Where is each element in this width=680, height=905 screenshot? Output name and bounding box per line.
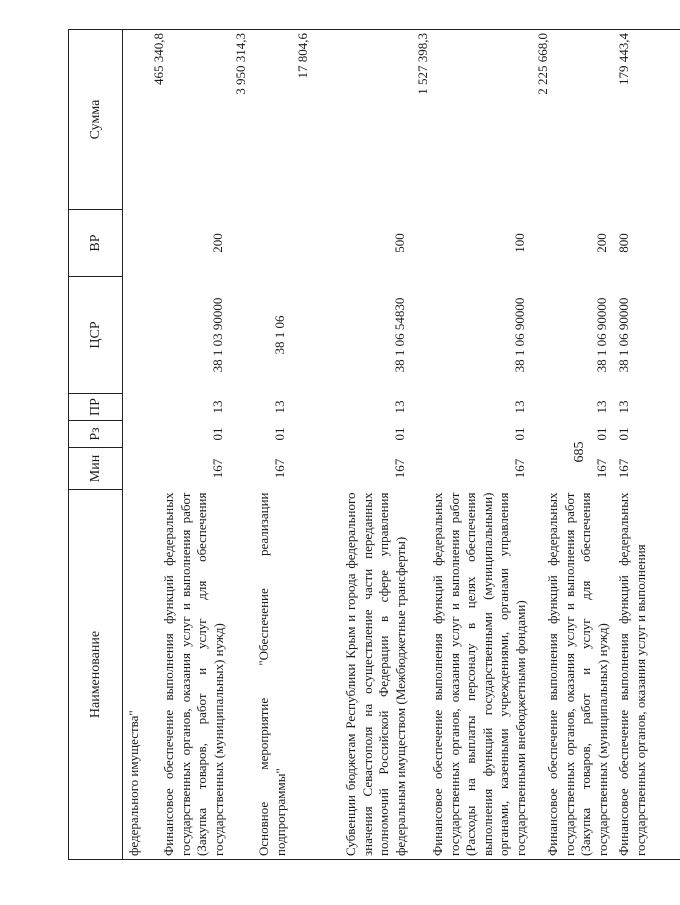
row-name: федерального имущества" (123, 490, 149, 860)
row-sum: 179 443,4 (614, 30, 680, 210)
row-vr (123, 210, 149, 277)
row-min: 167 (616, 458, 631, 479)
row-csr: 38 1 06 90000 (511, 297, 527, 373)
table-row (532, 30, 614, 860)
row-name: Субвенции бюджетам Республики Крым и города федерального значения Севастополя на осуществление части переданных полномочий Российской Федерации в сфере управления федеральным имуществом (Межбюджетные трансферты) (292, 490, 412, 860)
row-pr: 13 (616, 400, 631, 414)
row-name: Финансовое обеспечение выполнения функций федеральных государственных органов, оказания услуг и выполнения работ (Расходы на выплаты персоналу в целях обеспечения выполнения функций государственными (муниципальными) органами, казенными учреждениями, органами управления государственными внебюджетными фондами) (412, 490, 532, 860)
row-sum: 17 804,6 (292, 30, 412, 210)
row-pr: 13 (209, 400, 225, 414)
header-row (69, 30, 123, 860)
row-pr: 13 (511, 400, 527, 414)
row-rz: 01 (616, 427, 631, 441)
table-row (123, 30, 149, 860)
header-min: Мин (69, 448, 123, 490)
row-sum: 3 950 314,3 (230, 30, 292, 210)
row-min: 167 (511, 458, 527, 479)
row-min: 167 (209, 458, 225, 479)
header-rz: Рз (69, 421, 123, 448)
row-vr: 500 (391, 233, 407, 253)
table-row (614, 30, 680, 860)
row-vr: 200 (209, 233, 225, 253)
header-csr: ЦСР (69, 277, 123, 394)
page-number: 685 (572, 441, 587, 463)
budget-table (68, 29, 680, 860)
header-vr: ВР (69, 210, 123, 277)
row-pr: 13 (271, 400, 287, 414)
row-vr (230, 210, 292, 277)
header-name: Наименование (69, 490, 123, 860)
row-min: 167 (271, 458, 287, 479)
row-sum (123, 30, 149, 210)
row-min: 167 (593, 458, 609, 479)
table-row (292, 30, 412, 860)
row-sum: 465 340,8 (148, 30, 230, 210)
row-vr: 100 (511, 233, 527, 253)
row-sum: 1 527 398,3 (412, 30, 532, 210)
row-rz: 01 (209, 427, 225, 441)
row-csr: 38 1 06 54830 (391, 297, 407, 373)
table-row (230, 30, 292, 860)
row-csr: 38 1 06 (271, 315, 287, 355)
row-pr: 13 (391, 400, 407, 414)
row-min (123, 448, 149, 490)
table-row (148, 30, 230, 860)
header-pr: ПР (69, 394, 123, 421)
row-vr: 200 (593, 233, 609, 253)
row-pr (123, 394, 149, 421)
row-rz: 01 (391, 427, 407, 441)
row-pr: 13 (593, 400, 609, 414)
row-rz: 01 (593, 427, 609, 441)
row-name: Основное мероприятие "Обеспечение реализации подпрограммы" (230, 490, 292, 860)
row-vr: 800 (616, 233, 631, 253)
row-csr (123, 277, 149, 394)
row-sum: 2 225 668,0 (532, 30, 614, 210)
row-name: Финансовое обеспечение выполнения функций федеральных государственных органов, оказания услуг и выполнения (614, 490, 680, 860)
row-csr: 38 1 03 90000 (209, 297, 225, 373)
row-min: 167 (391, 458, 407, 479)
row-rz: 01 (271, 427, 287, 441)
table-row (412, 30, 532, 860)
row-name: Финансовое обеспечение выполнения функций федеральных государственных органов, оказания услуг и выполнения работ (Закупка товаров, работ и услуг для обеспечения государственных (муниципальных) нужд) (148, 490, 230, 860)
rotated-document (68, 30, 648, 860)
row-csr: 38 1 06 90000 (616, 297, 631, 373)
header-sum: Сумма (69, 30, 123, 210)
row-rz: 01 (511, 427, 527, 441)
row-csr: 38 1 06 90000 (593, 297, 609, 373)
row-rz (123, 421, 149, 448)
row-name: Финансовое обеспечение выполнения функций федеральных государственных органов, оказания услуг и выполнения работ (Закупка товаров, работ и услуг для обеспечения государственных (муниципальных) нужд) (532, 490, 614, 860)
